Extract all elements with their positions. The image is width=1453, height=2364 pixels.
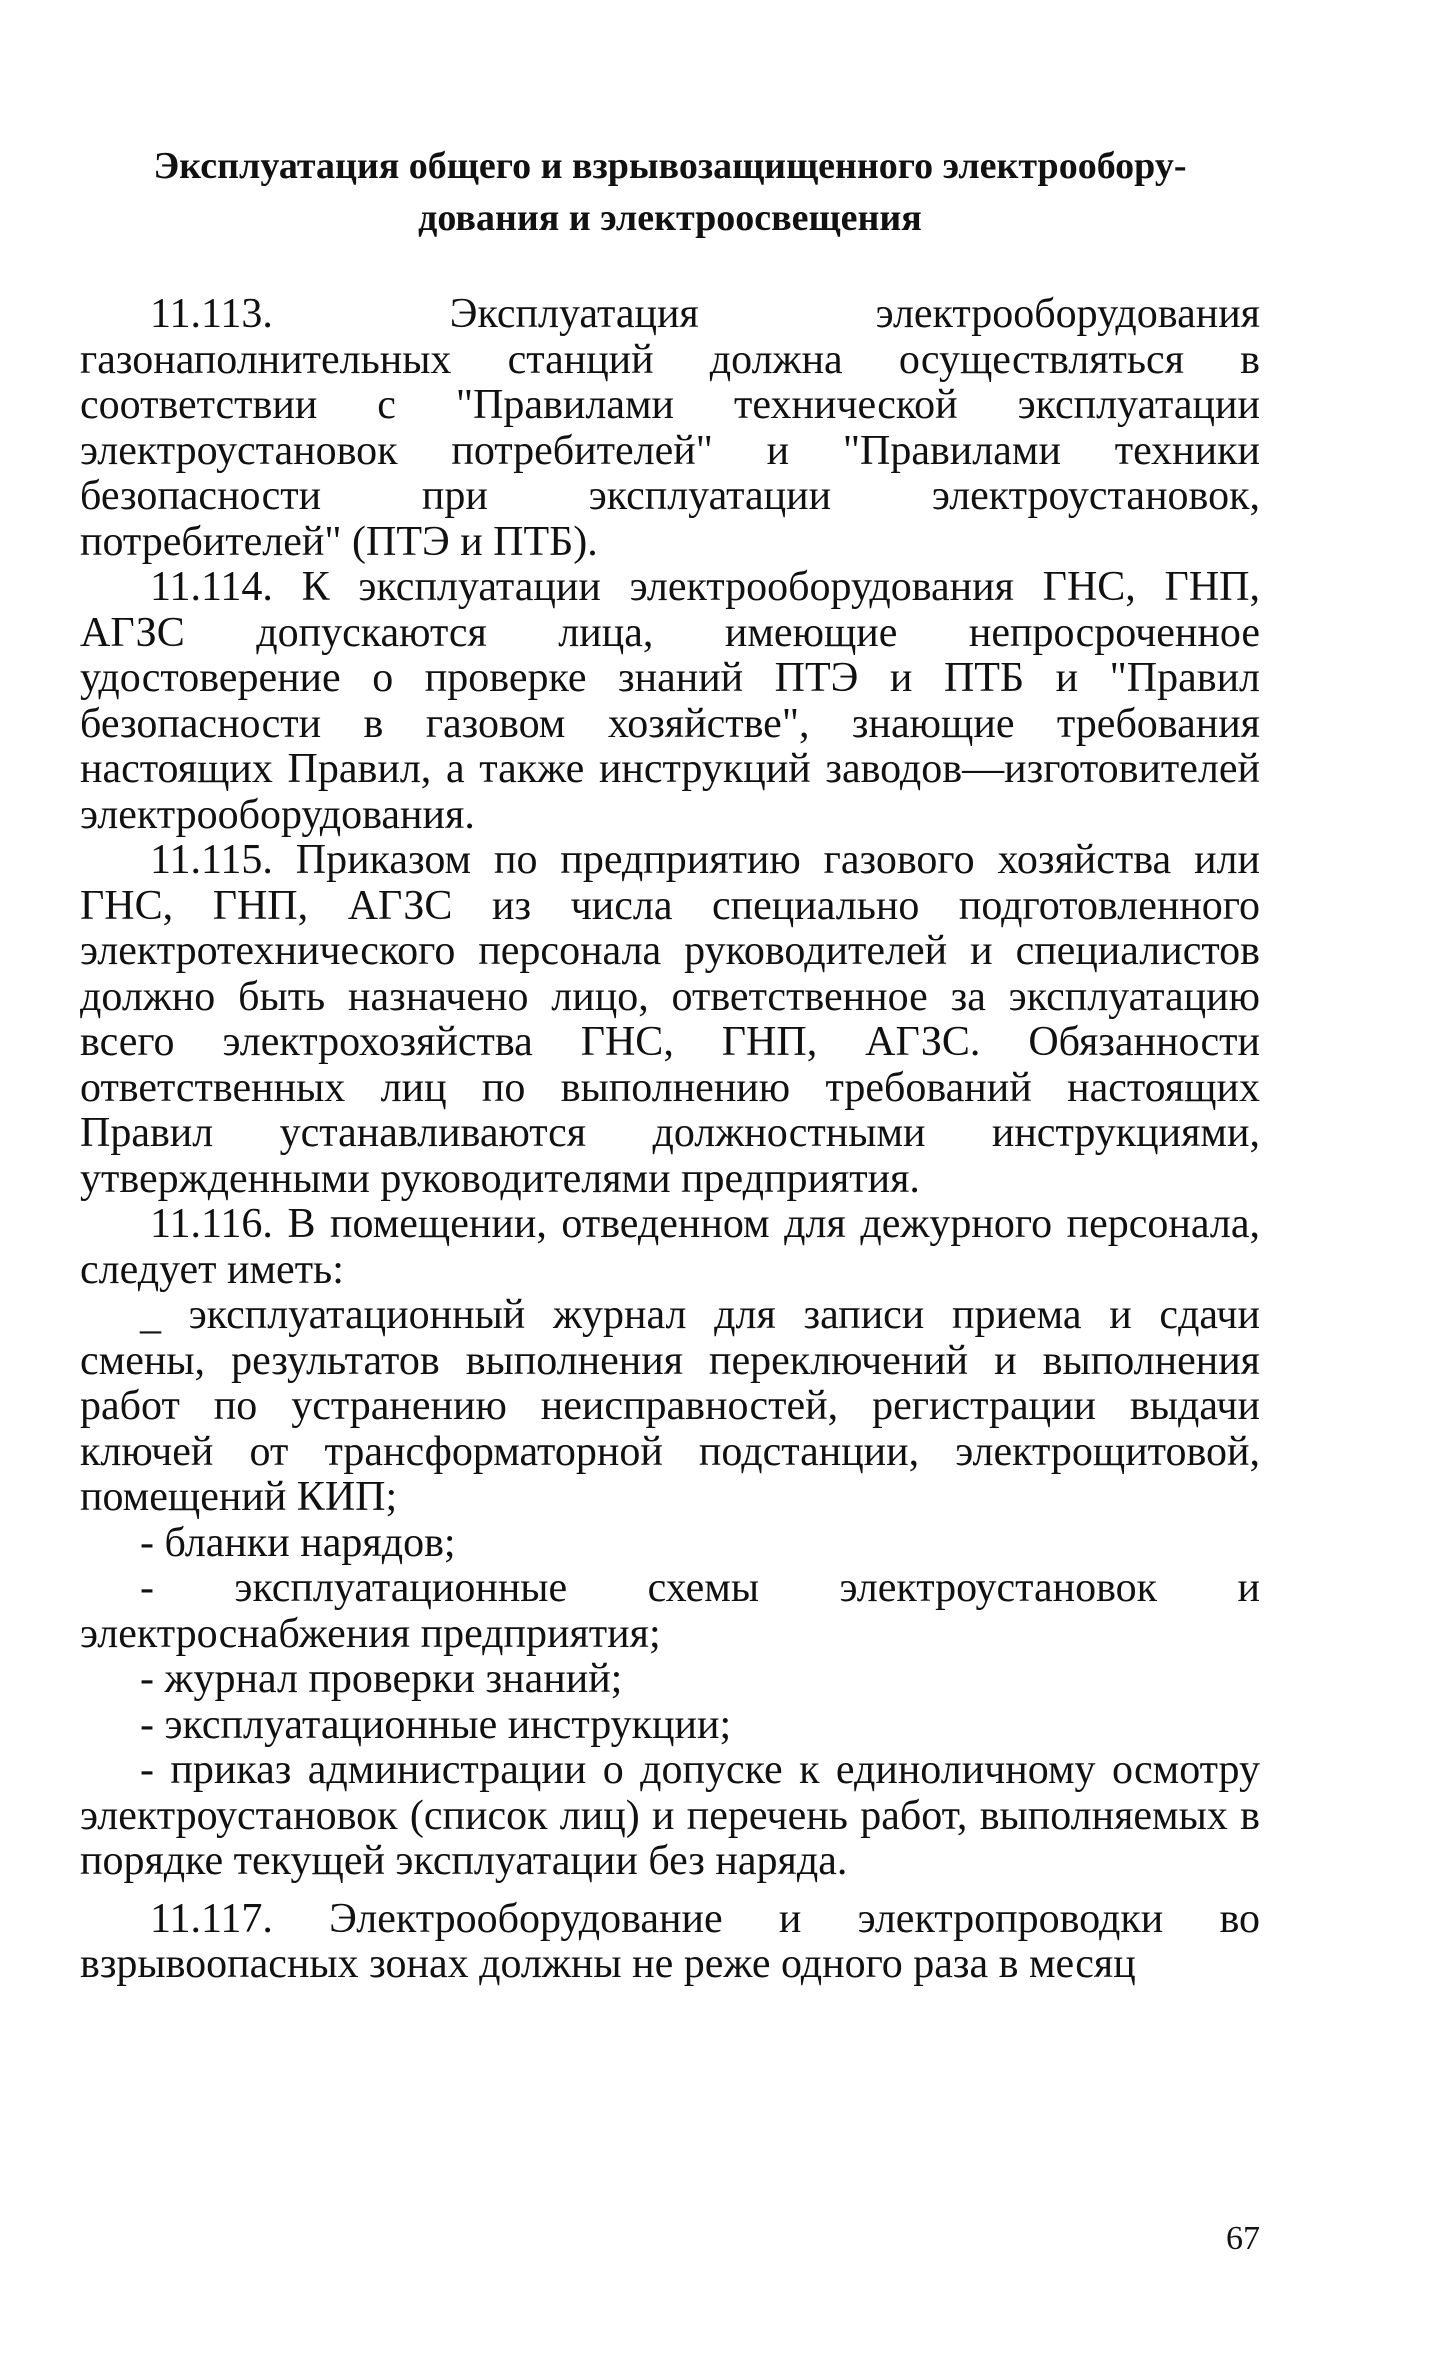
paragraph-11-114: 11.114. К эксплуатации электрооборудования ГНС, ГНП, АГЗС допускаются лица, имеющие непросроченное удостоверение о проверке знаний ПТЭ и ПТБ и "Правил безопасности в газовом хозяйстве", знающие требования настоящих Правил, а также инструкций заводов—изготовителей электрооборудования. [80, 564, 1260, 838]
paragraph-11-116: 11.116. В помещении, отведенном для дежурного персонала, следует иметь: [80, 1201, 1260, 1293]
heading-line-2: дования и электроосвещения [418, 197, 922, 239]
list-item: _ эксплуатационный журнал для записи приема и сдачи смены, результатов выполнения переключений и выполнения работ по устранению неисправностей, регистрации выдачи ключей от трансформаторной подстанции, электрощитовой, помещений КИП; [80, 1292, 1260, 1520]
list-item: - бланки нарядов; [140, 1519, 456, 1566]
list-item: - эксплуатационные инструкции; [140, 1701, 732, 1748]
list-item: - приказ администрации о допуске к единоличному осмотру электроустановок (список лиц) и перечень работ, выполняемых в порядке текущей эксплуатации без наряда. [80, 1747, 1260, 1884]
paragraph-11-115: 11.115. Приказом по предприятию газового хозяйства или ГНС, ГНП, АГЗС из числа специально подготовленного электротехнического персонала руководителей и специалистов должно быть назначено лицо, ответственное за эксплуатацию всего электрохозяйства ГНС, ГНП, АГЗС. Обязанности ответственных лиц по выполнению требований настоящих Правил устанавливаются должностными инструкциями, утвержденными руководителями предприятия. [80, 837, 1260, 1202]
document-page [80, 140, 1260, 1988]
paragraph-11-117: 11.117. Электрооборудование и электропроводки во взрывоопасных зонах должны не реже одного раза в месяц [80, 1895, 1260, 1987]
list-item: - журнал проверки знаний; [140, 1656, 623, 1702]
list-item: - эксплуатационные схемы электроустановок и электроснабжения предприятия; [80, 1565, 1260, 1657]
heading-line-1: Эксплуатация общего и взрывозащищенного электрообору- [153, 145, 1187, 187]
section-heading [80, 140, 1260, 244]
page-number: 67 [1226, 2220, 1260, 2257]
requirements-list [80, 1293, 1260, 1885]
paragraph-11-113: 11.113. Эксплуатация электрооборудования газонаполнительных станций должна осуществляться в соответствии с "Правилами технической эксплуатации электроустановок потребителей" и "Правилами техники безопасности при эксплуатации электроустановок, потребителей" (ПТЭ и ПТБ). [80, 291, 1260, 565]
